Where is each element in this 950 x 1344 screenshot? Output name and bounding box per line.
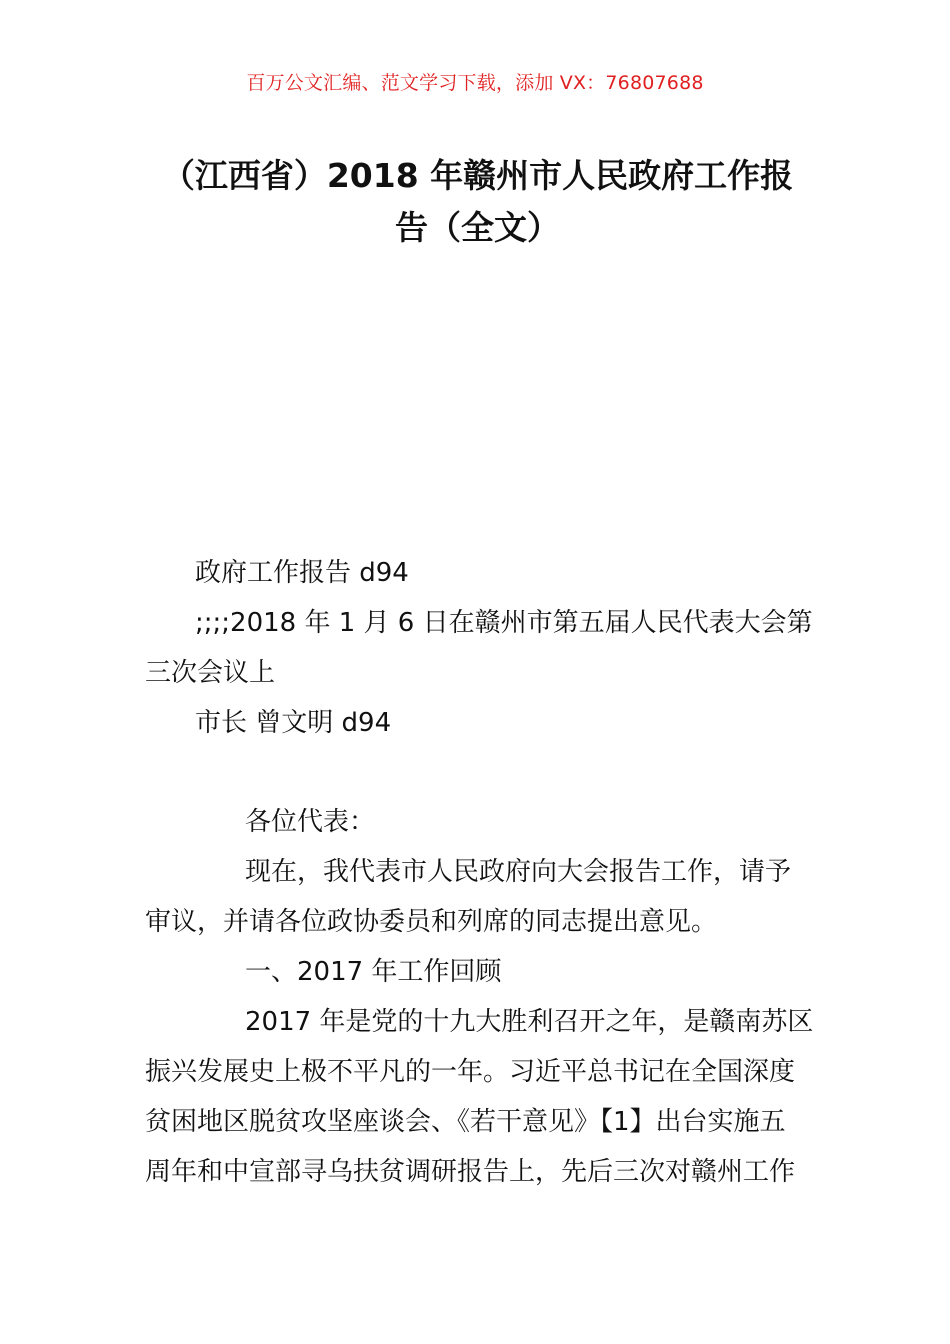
intro-line-1: 现在，我代表市人民政府向大会报告工作，请予 bbox=[245, 857, 792, 887]
paragraph-1-line-3: 贫困地区脱贫攻坚座谈会、《若干意见》【1】出台实施五 bbox=[145, 1107, 786, 1137]
title-line-1: （江西省）2018 年赣州市人民政府工作报 bbox=[161, 156, 794, 195]
document-title bbox=[145, 150, 810, 254]
mayor-line: 市长 曾文明 d94 bbox=[195, 708, 392, 738]
report-label: 政府工作报告 d94 bbox=[195, 558, 409, 588]
meeting-line-1: ;;;;2018 年 1 月 6 日在赣州市第五届人民代表大会第 bbox=[195, 608, 813, 638]
intro-line-2: 审议，并请各位政协委员和列席的同志提出意见。 bbox=[145, 907, 718, 937]
meeting-line-2: 三次会议上 bbox=[145, 658, 276, 688]
paragraph-1-line-4: 周年和中宣部寻乌扶贫调研报告上，先后三次对赣州工作 bbox=[145, 1157, 796, 1187]
header-watermark-note: 百万公文汇编、范文学习下载，添加 VX：76807688 bbox=[246, 72, 704, 94]
section-heading: 一、2017 年工作回顾 bbox=[245, 957, 502, 987]
paragraph-1-line-2: 振兴发展史上极不平凡的一年。习近平总书记在全国深度 bbox=[145, 1057, 796, 1087]
paragraph-1-line-1: 2017 年是党的十九大胜利召开之年，是赣南苏区 bbox=[245, 1007, 814, 1037]
title-line-2: 告（全文） bbox=[395, 208, 560, 247]
greeting: 各位代表： bbox=[245, 807, 376, 837]
